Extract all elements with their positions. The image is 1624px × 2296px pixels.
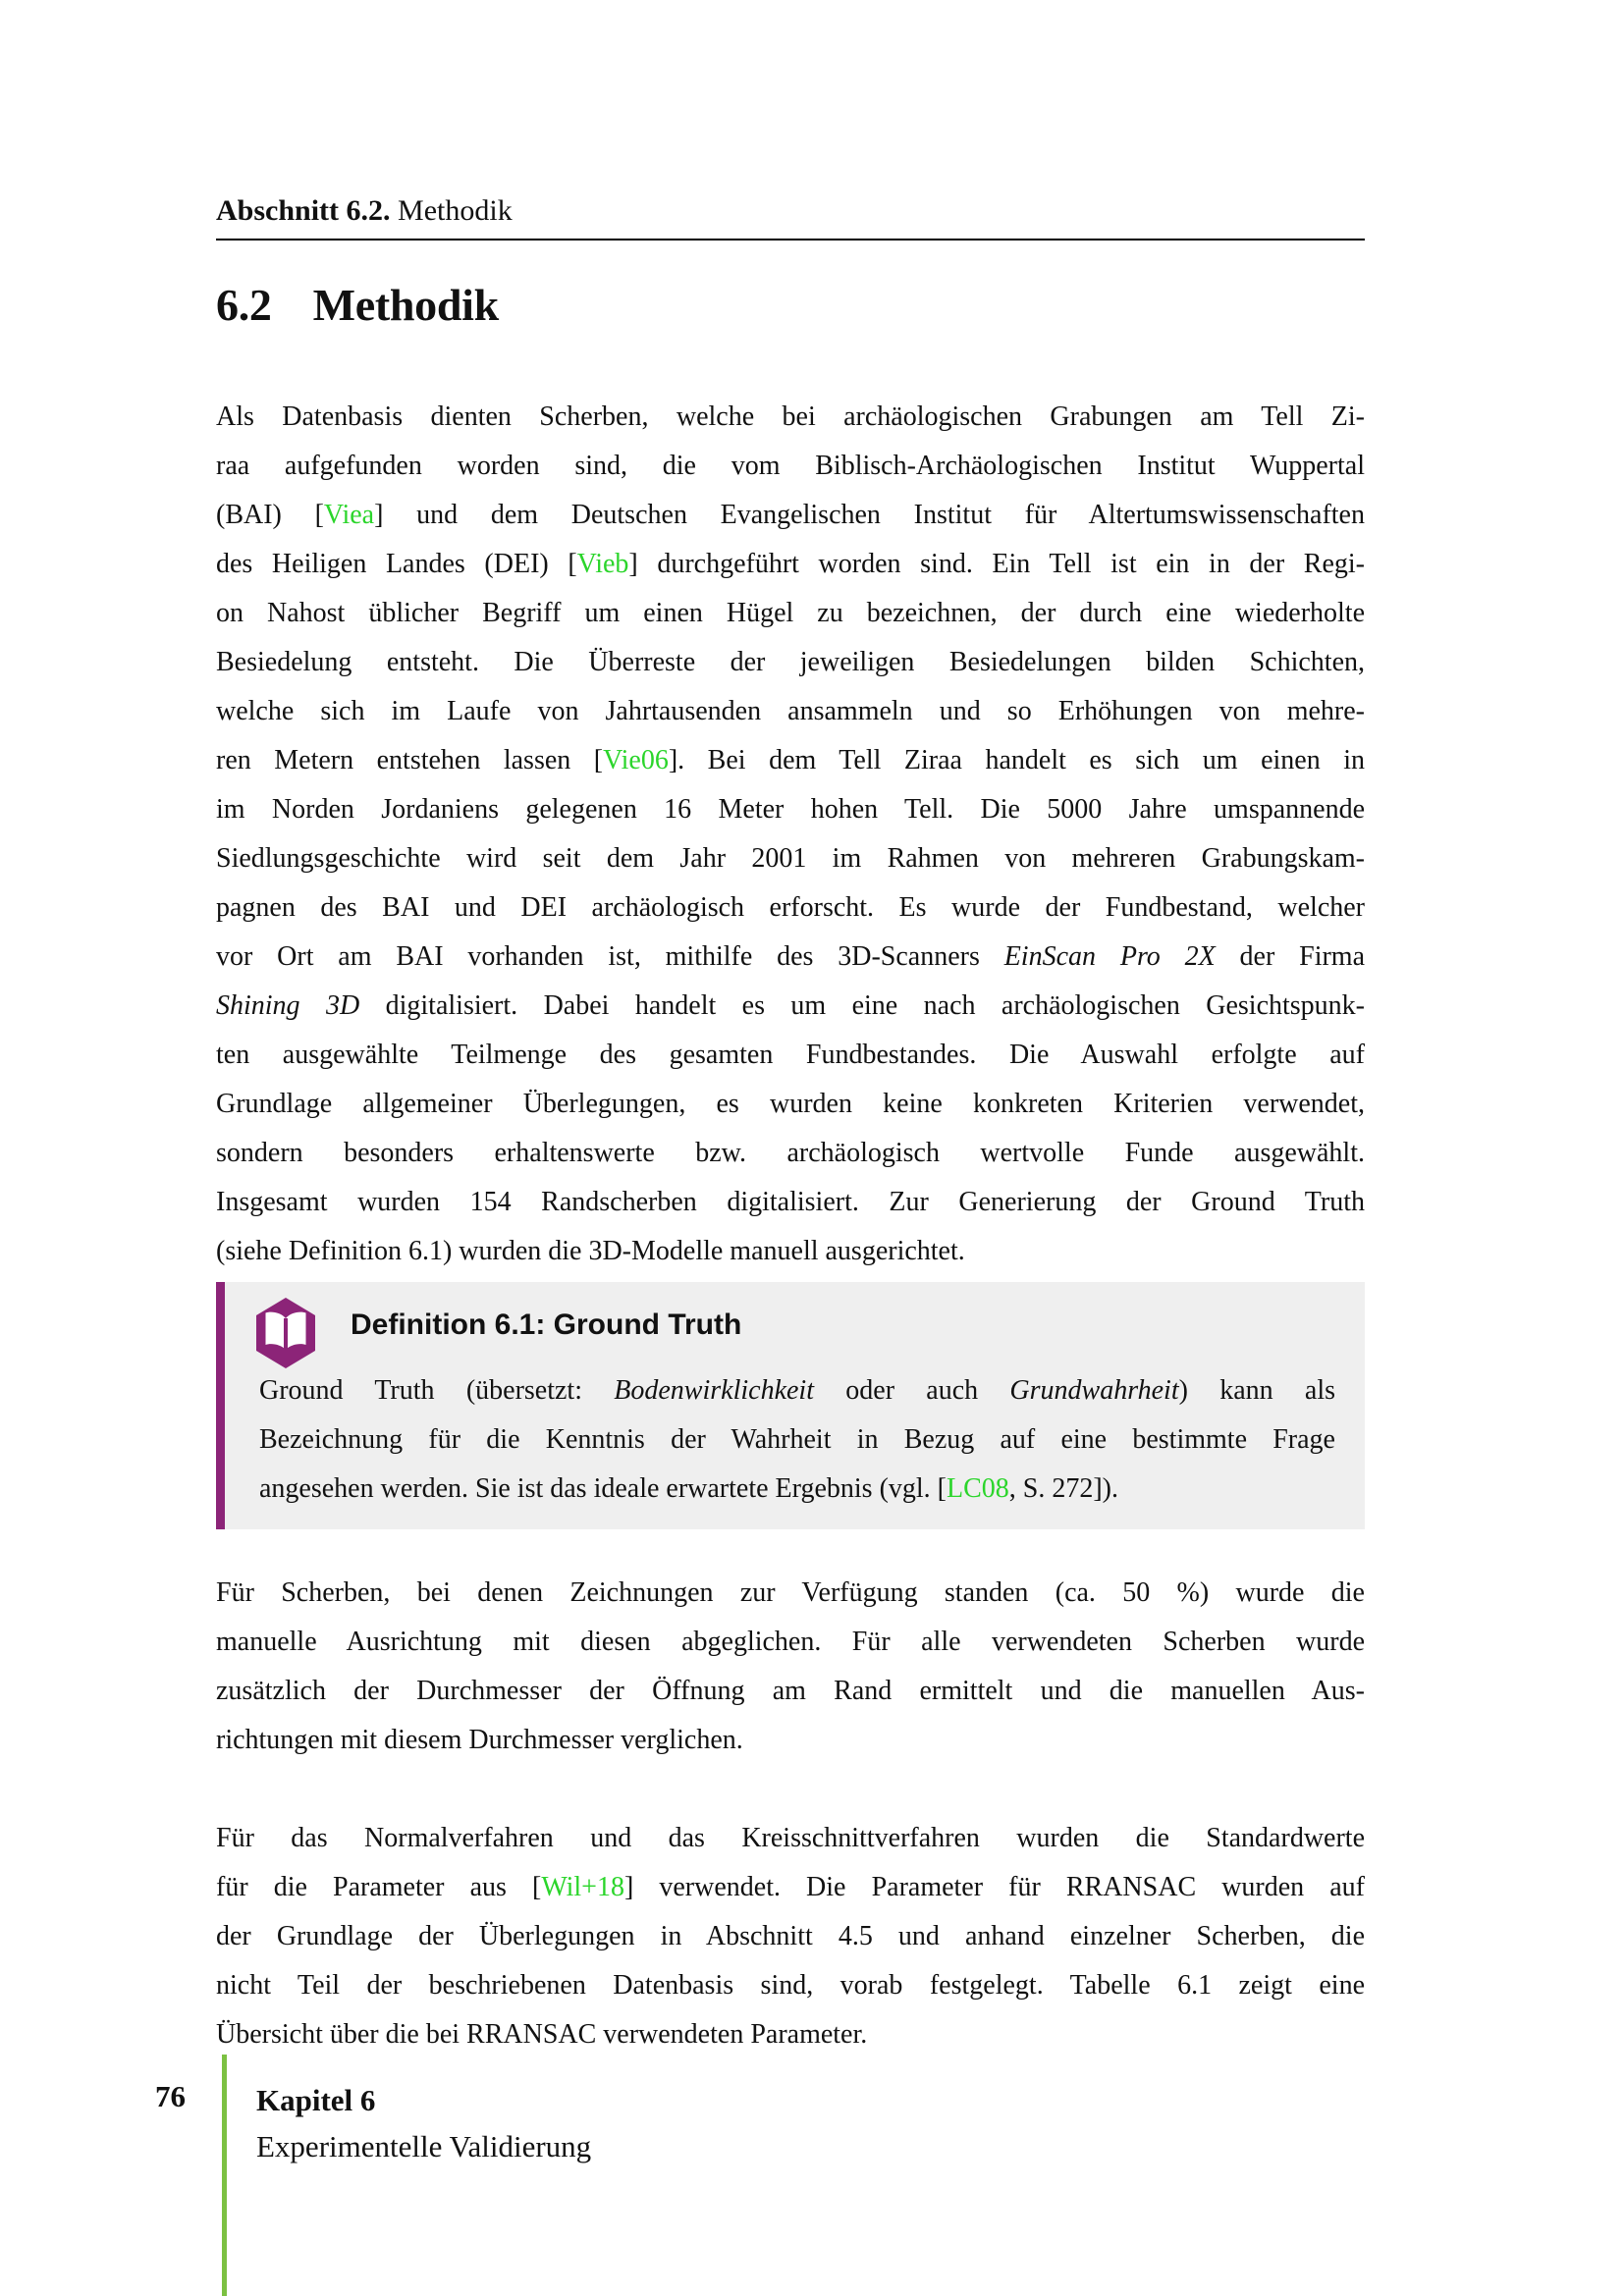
text-segment: Als Datenbasis dienten Scherben, welche bei archäologischen Grabungen am Tell Zi-	[216, 401, 1365, 432]
text-segment: Ground Truth (übersetzt:	[259, 1375, 615, 1406]
text-line	[216, 785, 1365, 834]
definition-box	[216, 1282, 1365, 1529]
text-line	[259, 1465, 1335, 1514]
footer-chapter-title: Experimentelle Validierung	[256, 2129, 592, 2163]
definition-title: Definition 6.1: Ground Truth	[351, 1308, 742, 1341]
text-segment: Für Scherben, bei denen Zeichnungen zur Verfügung standen (ca. 50 %) wurde die	[216, 1577, 1365, 1608]
text-segment: ten ausgewählte Teilmenge des gesamten Fundbestandes. Die Auswahl erfolgte auf	[216, 1040, 1365, 1070]
text-line	[216, 1129, 1365, 1178]
text-segment: digitalisiert. Dabei handelt es um eine nach archäologischen Gesichtspunk-	[359, 990, 1365, 1021]
text-line	[216, 1569, 1365, 1618]
text-segment: ) kann als	[1178, 1375, 1335, 1406]
text-line	[216, 834, 1365, 883]
text-segment: Übersicht über die bei RRANSAC verwendeten Parameter.	[216, 2019, 868, 2050]
text-line	[216, 933, 1365, 982]
text-segment: (BAI) [	[216, 500, 324, 530]
page-number: 76	[155, 2079, 186, 2113]
text-segment: ] verwendet. Die Parameter für RRANSAC wurden auf	[623, 1872, 1365, 1902]
text-line	[216, 1080, 1365, 1129]
text-line	[216, 1667, 1365, 1716]
footer-chapter-label: Kapitel 6	[256, 2083, 376, 2117]
text-segment: Bezeichnung für die Kenntnis der Wahrheit in Bezug auf eine bestimmte Frage	[259, 1424, 1335, 1455]
text-segment: ] durchgeführt worden sind. Ein Tell ist ein in der Regi-	[628, 549, 1365, 579]
text-segment: Grundlage allgemeiner Überlegungen, es wurden keine konkreten Kriterien verwendet,	[216, 1089, 1365, 1119]
text-segment: manuelle Ausrichtung mit diesen abgeglichen. Für alle verwendeten Scherben wurde	[216, 1627, 1365, 1657]
text-segment: welche sich im Laufe von Jahrtausenden ansammeln und so Erhöhungen von mehre-	[216, 696, 1365, 726]
running-header	[216, 194, 1365, 228]
text-segment: on Nahost üblicher Begriff um einen Hügel zu bezeichnen, der durch eine wiederholte	[216, 598, 1365, 628]
text-segment: vor Ort am BAI vorhanden ist, mithilfe des 3D-Scanners	[216, 941, 1004, 972]
text-segment: ] und dem Deutschen Evangelischen Institut für Altertumswissenschaften	[374, 500, 1365, 530]
text-segment: raa aufgefunden worden sind, die vom Biblisch-Archäologischen Institut Wuppertal	[216, 451, 1365, 481]
text-line	[216, 2010, 1365, 2059]
text-line	[216, 393, 1365, 442]
text-line	[216, 1814, 1365, 1863]
text-line	[216, 982, 1365, 1031]
text-line	[216, 1178, 1365, 1227]
text-segment: (siehe Definition 6.1) wurden die 3D-Modelle manuell ausgerichtet.	[216, 1236, 965, 1266]
text-line	[259, 1415, 1335, 1465]
text-segment: ren Metern entstehen lassen [	[216, 745, 604, 775]
text-segment: zusätzlich der Durchmesser der Öffnung am Rand ermittelt und die manuellen Aus-	[216, 1676, 1365, 1706]
text-segment: der Firma	[1215, 941, 1365, 972]
text-segment: Siedlungsgeschichte wird seit dem Jahr 2001 im Rahmen von mehreren Grabungskam-	[216, 843, 1365, 874]
section-number: 6.2	[216, 280, 272, 330]
text-segment: , S. 272]).	[1008, 1473, 1119, 1504]
body-paragraph-2	[216, 1569, 1365, 1765]
text-line	[216, 1912, 1365, 1961]
citation-link[interactable]: Vie06	[603, 745, 669, 775]
text-segment: Besiedelung entsteht. Die Überreste der jeweiligen Besiedelungen bilden Schichten,	[216, 647, 1365, 677]
text-segment: Insgesamt wurden 154 Randscherben digitalisiert. Zur Generierung der Ground Truth	[216, 1187, 1365, 1217]
citation-link[interactable]: Wil+18	[541, 1872, 624, 1902]
text-segment: EinScan Pro 2X	[1003, 941, 1216, 972]
section-title: Methodik	[312, 280, 499, 330]
text-segment: richtungen mit diesem Durchmesser verglichen.	[216, 1725, 743, 1755]
text-segment: Shining 3D	[216, 990, 360, 1021]
header-rule	[216, 239, 1365, 240]
footer-divider-bar	[222, 2055, 227, 2296]
text-segment: Bodenwirklichkeit	[614, 1375, 814, 1406]
text-segment: für die Parameter aus [	[216, 1872, 542, 1902]
text-segment: im Norden Jordaniens gelegenen 16 Meter hohen Tell. Die 5000 Jahre umspannende	[216, 794, 1365, 825]
text-line	[216, 687, 1365, 736]
citation-link[interactable]: Vieb	[576, 549, 629, 579]
text-line	[216, 1618, 1365, 1667]
running-header-section-number: Abschnitt 6.2.	[216, 194, 391, 227]
text-segment: sondern besonders erhaltenswerte bzw. archäologisch wertvolle Funde ausgewählt.	[216, 1138, 1365, 1168]
footer-chapter	[256, 2077, 591, 2169]
text-line	[216, 589, 1365, 638]
text-line	[216, 1716, 1365, 1765]
text-segment: pagnen des BAI und DEI archäologisch erforscht. Es wurde der Fundbestand, welcher	[216, 892, 1365, 923]
text-line	[216, 540, 1365, 589]
body-paragraph-3	[216, 1814, 1365, 2059]
text-segment: angesehen werden. Sie ist das ideale erwartete Ergebnis (vgl. [	[259, 1473, 947, 1504]
citation-link[interactable]: LC08	[947, 1473, 1009, 1504]
text-segment: nicht Teil der beschriebenen Datenbasis sind, vorab festgelegt. Tabelle 6.1 zeigt eine	[216, 1970, 1365, 2001]
text-line	[216, 1227, 1365, 1276]
citation-link[interactable]: Viea	[323, 500, 375, 530]
text-segment: der Grundlage der Überlegungen in Abschnitt 4.5 und anhand einzelner Scherben, die	[216, 1921, 1365, 1951]
text-line	[216, 883, 1365, 933]
text-segment: Für das Normalverfahren und das Kreisschnittverfahren wurden die Standardwerte	[216, 1823, 1365, 1853]
text-line	[216, 491, 1365, 540]
running-header-section-title: Methodik	[390, 194, 513, 227]
text-line	[216, 442, 1365, 491]
text-line	[216, 638, 1365, 687]
text-line	[216, 1031, 1365, 1080]
text-segment: oder auch	[813, 1375, 1010, 1406]
definition-body	[259, 1366, 1335, 1514]
text-line	[216, 1863, 1365, 1912]
text-segment: des Heiligen Landes (DEI) [	[216, 549, 577, 579]
text-line	[259, 1366, 1335, 1415]
body-paragraph-1	[216, 393, 1365, 1276]
section-heading	[216, 279, 499, 331]
book-icon	[254, 1298, 317, 1368]
text-segment: Grundwahrheit	[1009, 1375, 1179, 1406]
text-segment: ]. Bei dem Tell Ziraa handelt es sich um einen in	[668, 745, 1365, 775]
text-line	[216, 736, 1365, 785]
text-line	[216, 1961, 1365, 2010]
